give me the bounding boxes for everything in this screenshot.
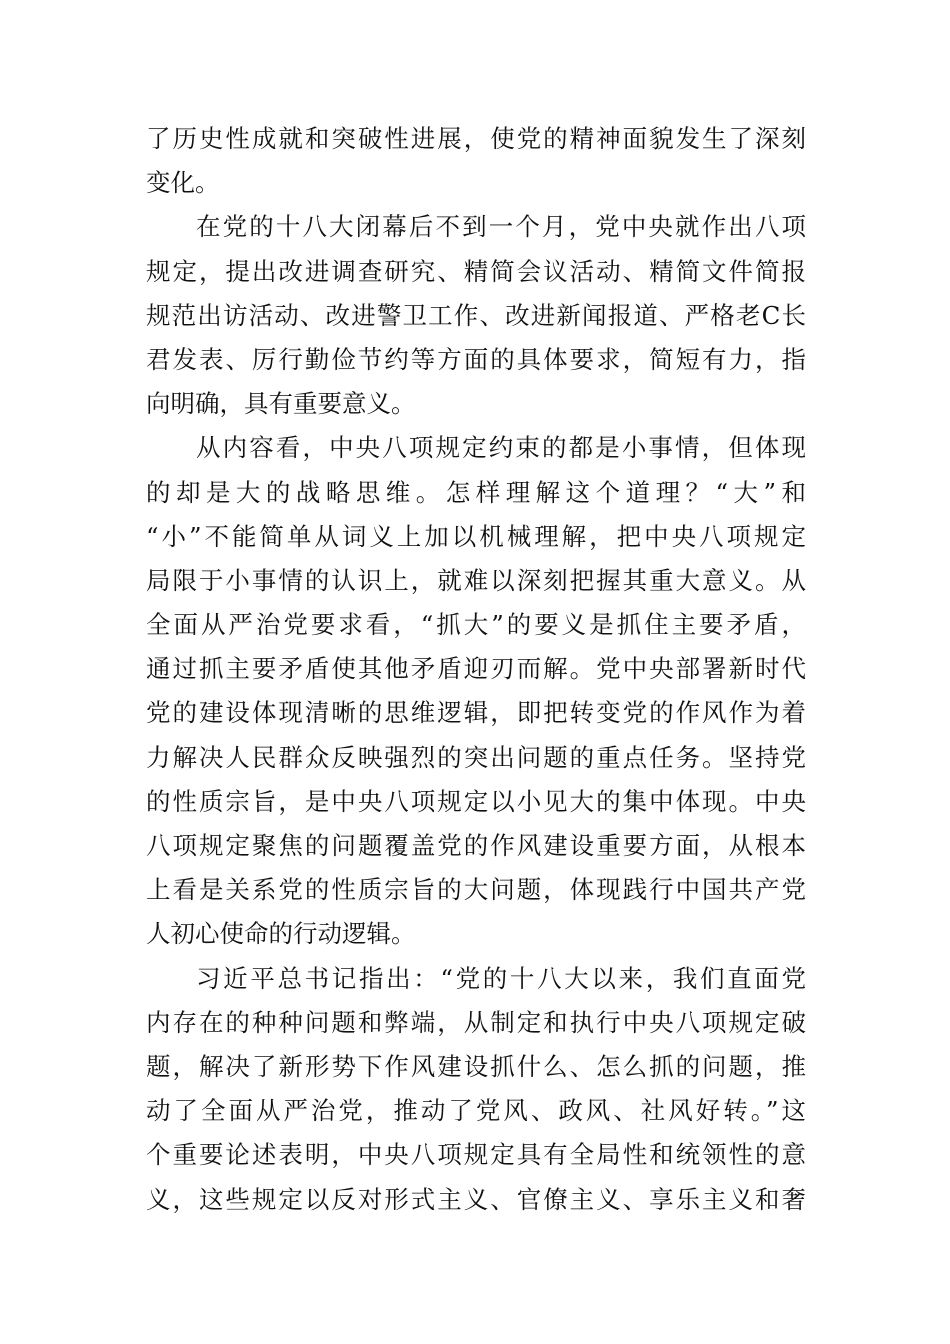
text-line: 的却是大的战略思维。怎样理解这个道理？“大”和 — [146, 477, 806, 507]
text-line: 向明确，具有重要意义。 — [146, 389, 416, 419]
text-line: 君发表、厉行勤俭节约等方面的具体要求，简短有力，指 — [146, 344, 806, 374]
text-line: 个重要论述表明，中央八项规定具有全局性和统领性的意 — [146, 1140, 806, 1170]
text-line: 动了全面从严治党，推动了党风、政风、社风好转。”这 — [146, 1096, 806, 1126]
text-line: 力解决人民群众反映强烈的突出问题的重点任务。坚持党 — [146, 742, 806, 772]
text-line: 从内容看，中央八项规定约束的都是小事情，但体现 — [196, 433, 806, 463]
text-line: 通过抓主要矛盾使其他矛盾迎刃而解。党中央部署新时代 — [146, 654, 806, 684]
text-line: 规范出访活动、改进警卫工作、改进新闻报道、严格老C长 — [146, 300, 806, 330]
text-line: 上看是关系党的性质宗旨的大问题，体现践行中国共产党 — [146, 875, 806, 905]
text-line: 内存在的种种问题和弊端，从制定和执行中央八项规定破 — [146, 1007, 806, 1037]
text-line: 党的建设体现清晰的思维逻辑，即把转变党的作风作为着 — [146, 698, 806, 728]
text-line: 题，解决了新形势下作风建设抓什么、怎么抓的问题，推 — [146, 1051, 806, 1081]
text-line: 规定，提出改进调查研究、精简会议活动、精简文件简报 — [146, 256, 806, 286]
text-line: 习近平总书记指出：“党的十八大以来，我们直面党 — [196, 963, 806, 993]
text-line: 全面从严治党要求看，“抓大”的要义是抓住主要矛盾， — [146, 610, 806, 640]
body-text — [146, 117, 806, 1222]
text-line: 变化。 — [146, 168, 220, 198]
text-line: 在党的十八大闭幕后不到一个月，党中央就作出八项 — [196, 212, 806, 242]
paragraph — [146, 117, 806, 205]
text-line: 义，这些规定以反对形式主义、官僚主义、享乐主义和奢 — [146, 1184, 806, 1214]
paragraph — [146, 957, 806, 1222]
text-line: “小”不能简单从词义上加以机械理解，把中央八项规定 — [146, 521, 806, 551]
text-line: 人初心使命的行动逻辑。 — [146, 919, 416, 949]
text-line: 了历史性成就和突破性进展，使党的精神面貌发生了深刻 — [146, 124, 806, 153]
text-line: 局限于小事情的认识上，就难以深刻把握其重大意义。从 — [146, 565, 806, 595]
paragraph — [146, 426, 806, 956]
text-line: 的性质宗旨，是中央八项规定以小见大的集中体现。中央 — [146, 786, 806, 816]
text-line: 八项规定聚焦的问题覆盖党的作风建设重要方面，从根本 — [146, 831, 806, 860]
paragraph — [146, 205, 806, 426]
